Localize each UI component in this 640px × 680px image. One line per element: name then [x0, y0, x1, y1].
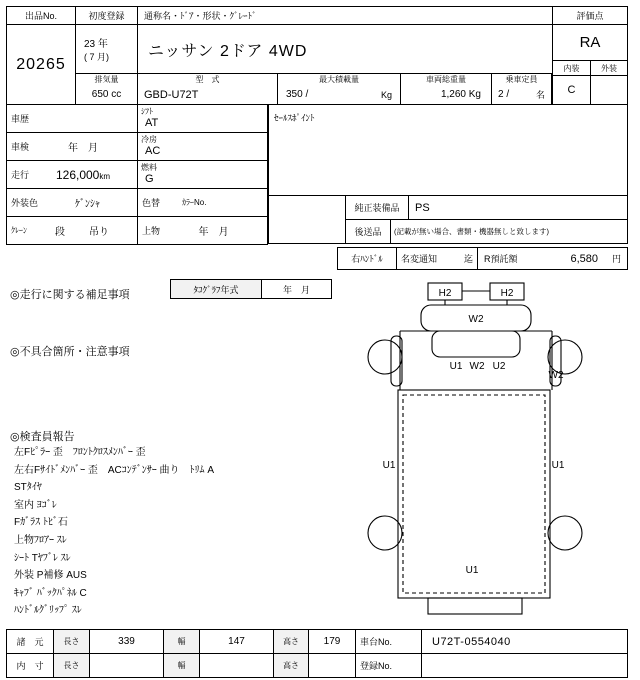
- report-line: 左Fﾋﾟﾗｰ 歪 ﾌﾛﾝﾄｸﾛｽﾒﾝﾊﾞｰ 歪: [14, 447, 146, 458]
- inner-height-value: [308, 653, 356, 678]
- ac-label: 冷房: [141, 135, 157, 144]
- inspection-label: 車検: [11, 142, 30, 152]
- damage-label: W2: [469, 361, 485, 372]
- wheel-front-left: [368, 340, 402, 374]
- tachograph-label-cell: ﾀｺｸﾞﾗﾌ年式: [170, 279, 262, 299]
- mileage-label: 走行: [11, 170, 30, 180]
- chassis-value: U72T-0554040: [421, 629, 628, 654]
- max-load-label: 最大積載量: [319, 75, 359, 84]
- deposit-unit: 円: [611, 254, 621, 264]
- body-row: [137, 216, 268, 245]
- supplementary-title: ◎走行に関する補足事項: [10, 289, 130, 301]
- chassis-label: 車台No.: [355, 629, 422, 654]
- shift-row: [137, 104, 268, 133]
- registration-value: [421, 653, 628, 678]
- inspector-title: ◎検査員報告: [10, 431, 75, 443]
- exterior-color-value: ｹﾞﾝｼｬ: [75, 199, 100, 210]
- interior-header: 内装: [552, 60, 591, 76]
- history-row: [6, 104, 138, 133]
- damage-label: H2: [438, 288, 452, 299]
- damage-label: U1: [551, 460, 565, 471]
- deposit-label: R預託額: [484, 254, 518, 264]
- crane-step: 段: [55, 227, 65, 238]
- inspection-value: 年 月: [68, 143, 98, 154]
- deposit-cell: [477, 247, 628, 270]
- name-change-label: 名変通知: [401, 254, 438, 264]
- vehicle-diagram: [343, 272, 631, 628]
- equipment-row: [345, 195, 628, 220]
- inner-width-label: 幅: [163, 653, 200, 678]
- displacement-label: 排気量: [94, 75, 119, 84]
- max-load-value: 350 /: [286, 89, 309, 100]
- wheel-rear-left: [368, 516, 402, 550]
- repaint-row: [137, 188, 268, 217]
- mileage-row: [6, 160, 138, 189]
- inner-dimensions-label: 内 寸: [6, 653, 54, 678]
- capacity-label: 乗車定員: [505, 75, 538, 84]
- damage-label: U1: [449, 361, 463, 372]
- damage-label: H2: [500, 288, 514, 299]
- deposit-value: 6,580: [570, 252, 598, 265]
- report-line: 外装 P補修 AUS: [14, 570, 87, 582]
- width-label: 幅: [163, 629, 200, 654]
- length-label: 長さ: [53, 629, 90, 654]
- interior-grade: C: [552, 75, 591, 105]
- exterior-grade: [590, 75, 628, 105]
- wheel-front-right: [548, 340, 582, 374]
- inner-width-value: [199, 653, 274, 678]
- inner-height-label: 高さ: [273, 653, 309, 678]
- report-line: ｷｬﾌﾞ ﾊﾞｯｸﾊﾟﾈﾙ C: [14, 587, 87, 599]
- lot-number-label: 出品No.: [6, 6, 76, 25]
- damage-label: W2: [468, 314, 484, 325]
- mileage-value: 126,000: [55, 167, 100, 182]
- name-change-cell: [396, 247, 478, 270]
- gross-weight-cell: [400, 73, 492, 105]
- length-value: 339: [89, 629, 164, 654]
- inner-length-label: 長さ: [53, 653, 90, 678]
- registration-label: 登録No.: [355, 653, 422, 678]
- report-line: ﾊﾝﾄﾞﾙｸﾞﾘｯﾌﾟ ｽﾚ: [14, 605, 82, 617]
- history-label: 車歴: [11, 114, 30, 124]
- displacement-cell: [75, 73, 138, 105]
- fuel-row: [137, 160, 268, 189]
- first-registration-label: 初度登録: [75, 6, 138, 25]
- report-line: ｼｰﾄ Tﾔﾌﾞﾚ ｽﾚ: [14, 552, 71, 564]
- defects-title: ◎不具合箇所・注意事項: [10, 346, 130, 358]
- windshield: [432, 331, 520, 357]
- damage-label: U1: [465, 565, 479, 576]
- width-value: 147: [199, 629, 274, 654]
- max-load-unit: Kg: [380, 89, 392, 100]
- displacement-value: 650 cc: [91, 89, 122, 100]
- report-line: 室内 ﾖｺﾞﾚ: [14, 499, 57, 511]
- damage-label: W2: [548, 370, 564, 381]
- first-registration-value: [75, 24, 138, 74]
- gross-weight-value: 1,260 Kg: [440, 89, 481, 100]
- later-items-note: (記載が無い場合、書類・機器無しと致します): [394, 227, 549, 236]
- wheel-rear-right: [548, 516, 582, 550]
- capacity-value: 2 /: [498, 89, 510, 100]
- report-line: Fｶﾞﾗｽ ﾄﾋﾞ石: [14, 517, 68, 529]
- capacity-unit: 名: [535, 90, 545, 100]
- repaint-label: 色替: [142, 198, 161, 208]
- later-items-label: 後送品: [346, 220, 391, 243]
- tachograph-value-cell: 年 月: [261, 279, 332, 299]
- handle-cell: 右ﾊﾝﾄﾞﾙ: [337, 247, 397, 270]
- gross-weight-label: 車両総重量: [426, 75, 466, 84]
- height-value: 179: [308, 629, 356, 654]
- later-items-row: [345, 219, 628, 244]
- ac-row: [137, 132, 268, 161]
- inner-length-value: [89, 653, 164, 678]
- dimensions-label: 諸 元: [6, 629, 54, 654]
- cargo-bed-inner: [403, 395, 545, 593]
- crane-row: [6, 216, 138, 245]
- tailgate: [428, 598, 522, 614]
- vehicle-name: ニッサン 2ドア 4WD: [137, 24, 553, 74]
- grade-label: 評価点: [552, 6, 628, 25]
- inspector-report: [14, 444, 334, 620]
- fuel-label: 燃料: [141, 163, 157, 172]
- damage-label: U1: [382, 460, 396, 471]
- mileage-unit: km: [99, 171, 111, 181]
- report-line: 上物ﾌﾛｱｰ ｽﾚ: [14, 534, 67, 546]
- exterior-color-row: [6, 188, 138, 217]
- max-load-cell: [277, 73, 401, 105]
- color-no-label: ｶﾗｰNo.: [182, 198, 207, 207]
- model-label: 型 式: [195, 75, 220, 84]
- name-change-until: 迄: [463, 254, 473, 264]
- inspection-row: [6, 132, 138, 161]
- height-label: 高さ: [273, 629, 309, 654]
- report-line: 左右Fｻｲﾄﾞﾒﾝﾊﾞｰ 歪 ACｺﾝﾃﾞﾝｻｰ 曲り ﾄﾘﾑ A: [14, 464, 215, 476]
- first-registration-year: 23 年: [84, 39, 108, 50]
- vehicle-name-header: 通称名・ﾄﾞｱ・形状・ｸﾞﾚｰﾄﾞ: [137, 6, 553, 25]
- crane-label: ｸﾚｰﾝ: [11, 226, 27, 235]
- crane-hang: 吊り: [89, 227, 109, 238]
- body-label: 上物: [142, 226, 161, 236]
- grade-value: RA: [552, 24, 628, 61]
- sales-point-label: ｾｰﾙｽﾎﾟｲﾝﾄ: [274, 113, 315, 123]
- shift-label: ｼﾌﾄ: [141, 107, 153, 116]
- fuel-value: G: [145, 173, 154, 185]
- spare-cell: [268, 195, 346, 244]
- report-line: STﾀｲﾔ: [14, 482, 42, 494]
- equipment-value: PS: [415, 201, 430, 214]
- lot-number-value: 20265: [6, 24, 76, 105]
- exterior-color-label: 外装色: [11, 198, 39, 208]
- body-value: 年 月: [198, 227, 229, 238]
- ac-value: AC: [145, 145, 161, 157]
- sales-point-box: [268, 104, 628, 196]
- equipment-label: 純正装備品: [346, 196, 409, 219]
- model-value: GBD-U72T: [144, 88, 199, 101]
- shift-value: AT: [145, 117, 159, 129]
- exterior-header: 外装: [590, 60, 628, 76]
- first-registration-month: ( 7 月): [84, 52, 110, 62]
- capacity-cell: [491, 73, 552, 105]
- damage-label: U2: [492, 361, 506, 372]
- model-cell: [137, 73, 278, 105]
